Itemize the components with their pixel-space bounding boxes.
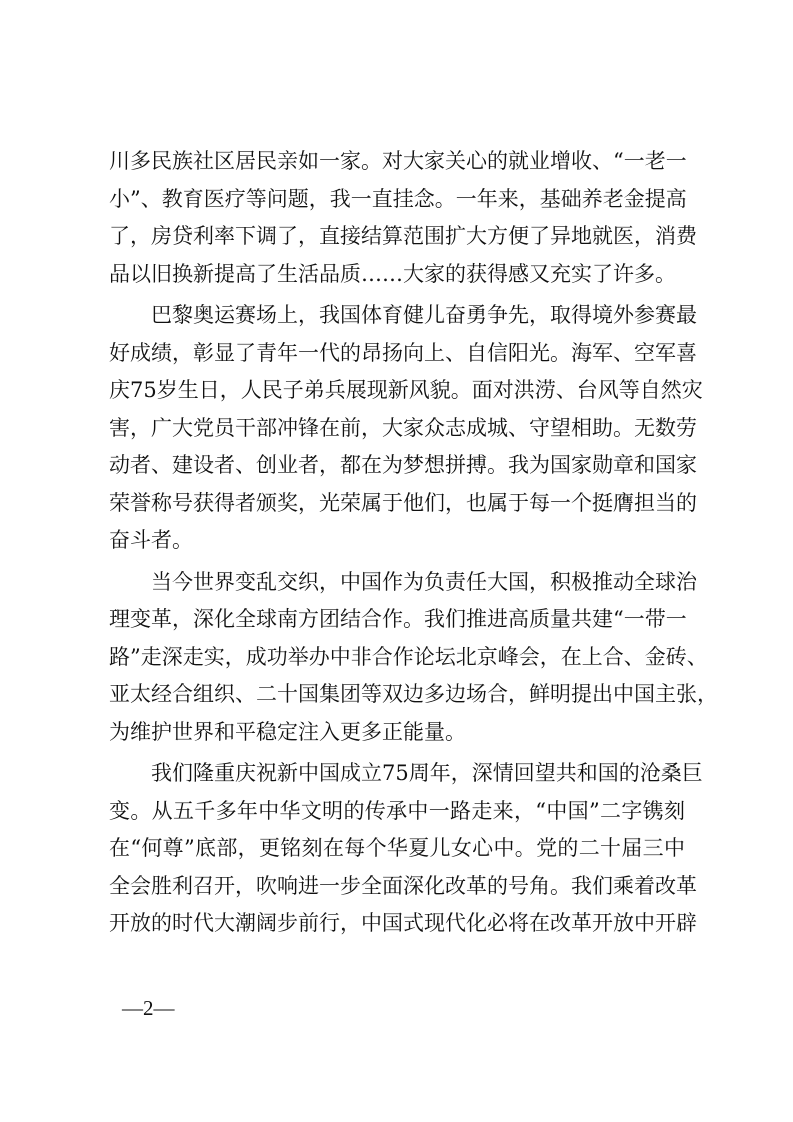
text-line: 为维护世界和平稳定注入更多正能量。 — [109, 719, 466, 744]
text-line: 品以旧换新提高了生活品质……大家的获得感又充实了许多。 — [109, 261, 676, 286]
text-line: 理变革，深化全球南方团结合作。我们推进高质量共建“一带一 — [109, 607, 687, 631]
body-text — [109, 143, 718, 943]
text-line: 变。从五千多年中华文明的传承中一路走来，“中国”二字镌刻 — [109, 798, 685, 823]
text-line: 全会胜利召开，吹响进一步全面深化改革的号角。我们乘着改革 — [109, 873, 697, 898]
text-line: 害，广大党员干部冲锋在前，大家众志成城、守望相助。无数劳 — [109, 415, 697, 440]
text-line: 小”、教育医疗等问题，我一直挂念。一年来，基础养老金提高 — [109, 186, 687, 211]
text-line: 川多民族社区居民亲如一家。对大家关心的就业增收、“一老一 — [109, 149, 687, 173]
text-line: 庆75岁生日，人民子弟兵展现新风貌。面对洪涝、台风等自然灾 — [109, 378, 703, 402]
text-line: 荣誉称号获得者颁奖，光荣属于他们，也属于每一个挺膺担当的 — [109, 490, 697, 515]
page-number: —2— — [122, 996, 175, 1020]
text-line: 动者、建设者、创业者，都在为梦想拼搏。我为国家勋章和国家 — [109, 453, 697, 477]
text-line: 我们隆重庆祝新中国成立75周年，深情回望共和国的沧桑巨 — [109, 761, 703, 785]
text-line: 巴黎奥运赛场上，我国体育健儿奋勇争先，取得境外参赛最 — [109, 303, 697, 327]
text-line: 当今世界变乱交织，中国作为负责任大国，积极推动全球治 — [109, 569, 697, 594]
text-line: 在“何尊”底部，更铭刻在每个华夏儿女心中。党的二十届三中 — [109, 836, 685, 860]
text-line: 开放的时代大潮阔步前行，中国式现代化必将在改革开放中开辟 — [109, 911, 697, 935]
text-line: 了，房贷利率下调了，直接结算范围扩大方便了异地就医，消费 — [109, 224, 697, 248]
text-line: 好成绩，彰显了青年一代的昂扬向上、自信阳光。海军、空军喜 — [109, 340, 697, 365]
text-line: 亚太经合组织、二十国集团等双边多边场合，鲜明提出中国主张， — [109, 682, 718, 706]
text-line: 奋斗者。 — [109, 528, 193, 552]
text-line: 路”走深走实，成功举办中非合作论坛北京峰会，在上合、金砖、 — [109, 644, 708, 669]
